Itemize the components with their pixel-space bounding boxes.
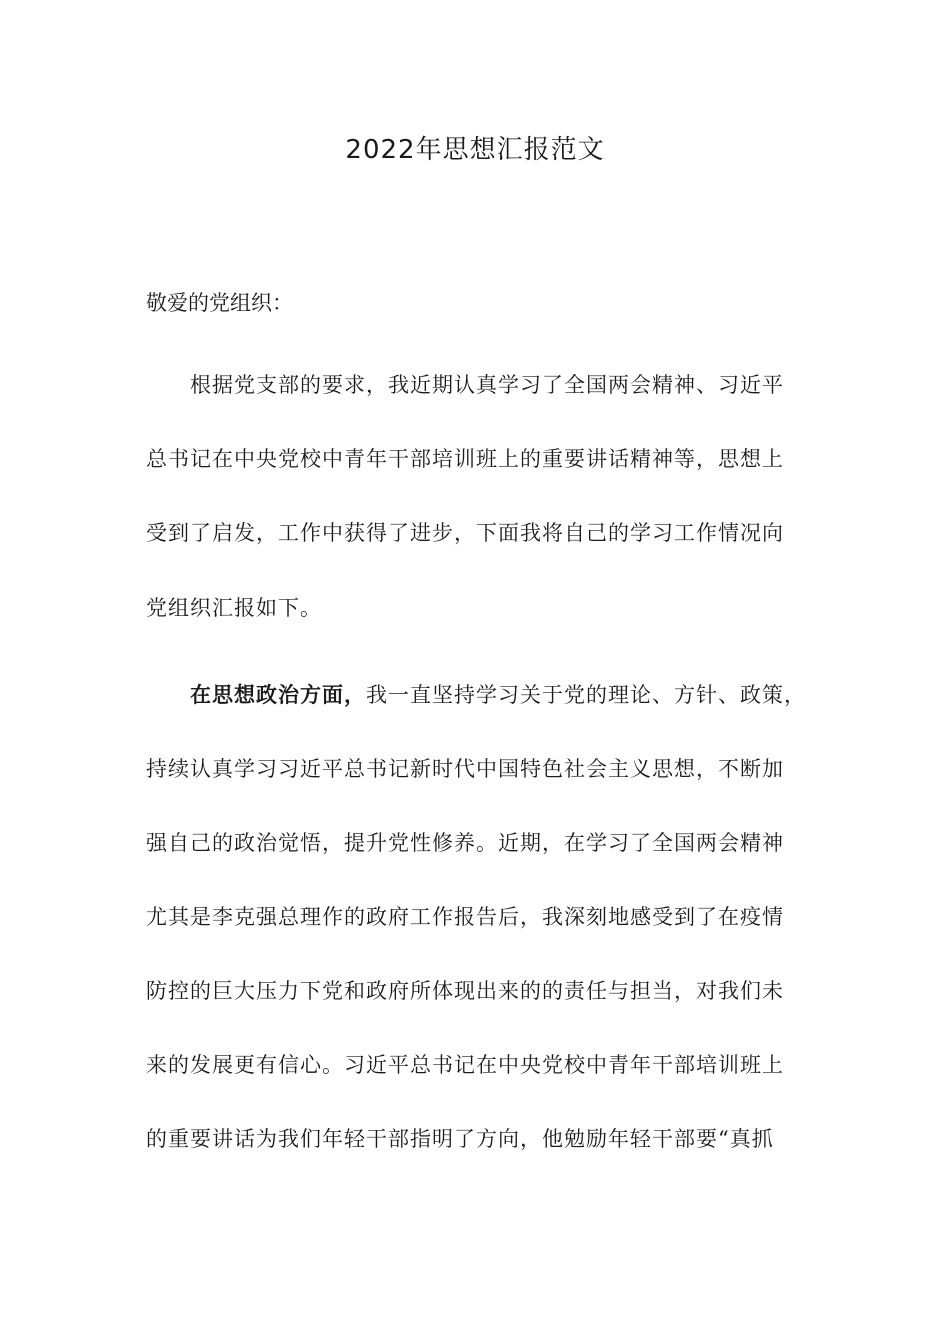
paragraph-1-line-2: 总书记在中央党校中青年干部培训班上的重要讲话精神等，思想上 <box>146 447 784 471</box>
paragraph-1-line-1: 根据党支部的要求，我近期认真学习了全国两会精神、习近平 <box>190 373 784 397</box>
paragraph-2-line-1 <box>190 677 806 713</box>
paragraph-1-line-4: 党组织汇报如下。 <box>146 596 322 620</box>
paragraph-2-line-7: 的重要讲话为我们年轻干部指明了方向，他勉励年轻干部要“真抓 <box>146 1127 774 1151</box>
document-title: 2022年思想汇报范文 <box>345 135 605 165</box>
paragraph-2-line-2: 持续认真学习习近平总书记新时代中国特色社会主义思想，不断加 <box>146 757 784 781</box>
paragraph-2-line-3: 强自己的政治觉悟，提升党性修养。近期，在学习了全国两会精神 <box>146 831 784 855</box>
paragraph-1-line-3: 受到了启发，工作中获得了进步，下面我将自己的学习工作情况向 <box>146 521 784 545</box>
paragraph-2-lead: 在思想政治方面， <box>190 682 366 707</box>
paragraph-2-line-1-rest: 我一直坚持学习关于党的理论、方针、政策， <box>366 683 806 707</box>
paragraph-2-line-5: 防控的巨大压力下党和政府所体现出来的的责任与担当，对我们未 <box>146 979 784 1003</box>
salutation: 敬爱的党组织： <box>146 291 293 315</box>
paragraph-2-line-4: 尤其是李克强总理作的政府工作报告后，我深刻地感受到了在疫情 <box>146 905 784 929</box>
paragraph-2-line-6: 来的发展更有信心。习近平总书记在中央党校中青年干部培训班上 <box>146 1053 784 1077</box>
